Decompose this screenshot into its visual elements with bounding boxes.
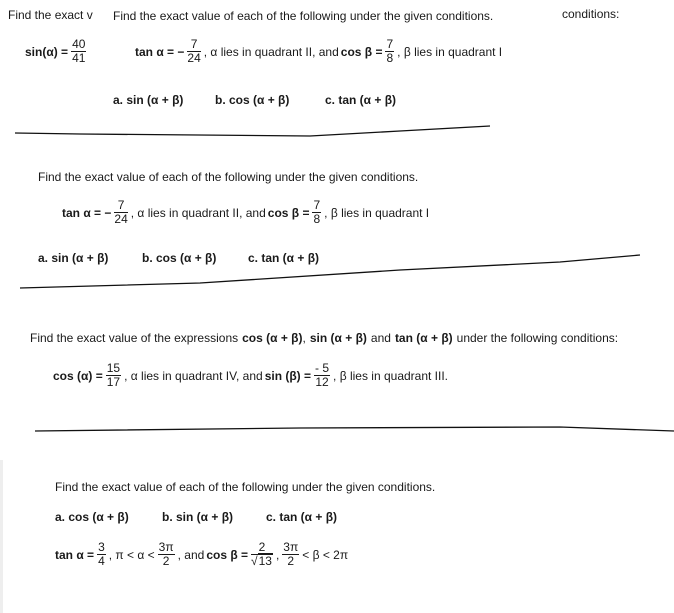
tan-label: tan α = −	[135, 44, 185, 59]
problem4-part-c: c. tan (α + β)	[266, 510, 338, 524]
fragment-sin-equation	[25, 38, 87, 65]
denominator: 2	[162, 554, 170, 568]
condition-text: , and	[177, 547, 205, 562]
tan-fraction	[187, 38, 200, 65]
numerator: 7	[114, 199, 127, 213]
problem2-part-a: a. sin (α + β)	[38, 251, 109, 265]
denominator: 12	[315, 375, 329, 389]
problem1-instruction: Find the exact value of each of the following under the given conditions.	[113, 9, 494, 23]
sin-label: sin (β) =	[264, 368, 312, 383]
problem2-part-b: b. cos (α + β)	[142, 251, 217, 265]
separator: and	[370, 331, 391, 345]
sin-fraction	[314, 362, 330, 389]
header-fragment-left: Find the exact v	[8, 8, 93, 22]
problem1-part-a: a. sin (α + β)	[113, 93, 184, 107]
divider-3	[35, 427, 674, 431]
numerator: 7	[386, 37, 394, 51]
denominator: √13	[251, 554, 272, 568]
numerator: - 5	[315, 361, 330, 375]
condition-text: , β lies in quadrant I	[324, 205, 430, 220]
problem4-part-b: b. sin (α + β)	[162, 510, 234, 524]
left-edge-bar	[0, 460, 3, 613]
condition-text: , α lies in quadrant II, and	[130, 205, 266, 220]
denominator: 4	[98, 554, 105, 568]
numerator: 3π	[158, 540, 174, 554]
expression: cos (α + β)	[242, 331, 303, 345]
expression: sin (α + β)	[309, 331, 367, 345]
divider-1	[15, 126, 490, 136]
condition-text: , β lies in quadrant I	[397, 44, 503, 59]
problem1-part-c: c. tan (α + β)	[325, 93, 397, 107]
denominator: 41	[72, 51, 86, 65]
cos-fraction	[106, 362, 121, 389]
range2-fraction	[282, 541, 299, 568]
expression: tan (α + β)	[394, 331, 453, 345]
numerator: 3π	[283, 540, 299, 554]
numerator: 40	[72, 37, 86, 51]
range-text: < β < 2π	[302, 547, 349, 562]
problem3-conditions	[53, 362, 448, 389]
cos-label: cos β =	[206, 547, 248, 562]
comma: ,	[275, 547, 280, 562]
condition-text: , β lies in quadrant III.	[333, 368, 449, 383]
denominator: 2	[287, 554, 295, 568]
cos-fraction	[251, 541, 273, 568]
cos-label: cos (α) =	[53, 368, 103, 383]
denominator: 17	[106, 375, 121, 389]
problem1-part-b: b. cos (α + β)	[215, 93, 290, 107]
cos-fraction	[385, 38, 394, 65]
cos-label: cos β =	[340, 44, 383, 59]
problem2-conditions	[62, 199, 429, 226]
problem2-part-c: c. tan (α + β)	[248, 251, 320, 265]
sqrt-radicand: 13	[258, 554, 272, 568]
cos-fraction	[312, 199, 321, 226]
cos-label: cos β =	[267, 205, 310, 220]
tan-label: tan α = −	[62, 205, 112, 220]
tan-fraction	[97, 541, 106, 568]
problem2-instruction: Find the exact value of each of the following under the given conditions.	[38, 170, 419, 184]
numerator: 7	[187, 38, 200, 52]
separator: ,	[302, 331, 306, 345]
numerator: 15	[106, 361, 121, 375]
problem3-instruction	[30, 331, 618, 345]
range1-fraction	[158, 541, 175, 568]
divider-2	[20, 255, 640, 288]
tan-fraction	[114, 199, 127, 226]
condition-text: , α lies in quadrant II, and	[203, 44, 339, 59]
condition-text: , α lies in quadrant IV, and	[124, 368, 263, 383]
denominator: 24	[114, 212, 128, 226]
problem4-instruction: Find the exact value of each of the following under the given conditions.	[55, 480, 436, 494]
problem4-conditions	[55, 541, 348, 568]
problem1-conditions	[135, 38, 502, 65]
tan-label: tan α =	[55, 547, 95, 562]
header-fragment-right: conditions:	[562, 7, 620, 21]
range-text: , π < α <	[108, 547, 155, 562]
numerator: 3	[98, 540, 105, 554]
denominator: 8	[313, 212, 321, 226]
sin-fraction	[71, 38, 86, 65]
denominator: 24	[187, 51, 201, 65]
instruction-text: Find the exact value of the expressions	[30, 331, 239, 345]
instruction-text: under the following conditions:	[456, 331, 619, 345]
numerator: 7	[313, 198, 321, 212]
denominator: 8	[386, 51, 394, 65]
problem4-part-a: a. cos (α + β)	[55, 510, 129, 524]
numerator: 2	[251, 541, 273, 555]
sin-label: sin(α) =	[25, 44, 69, 59]
